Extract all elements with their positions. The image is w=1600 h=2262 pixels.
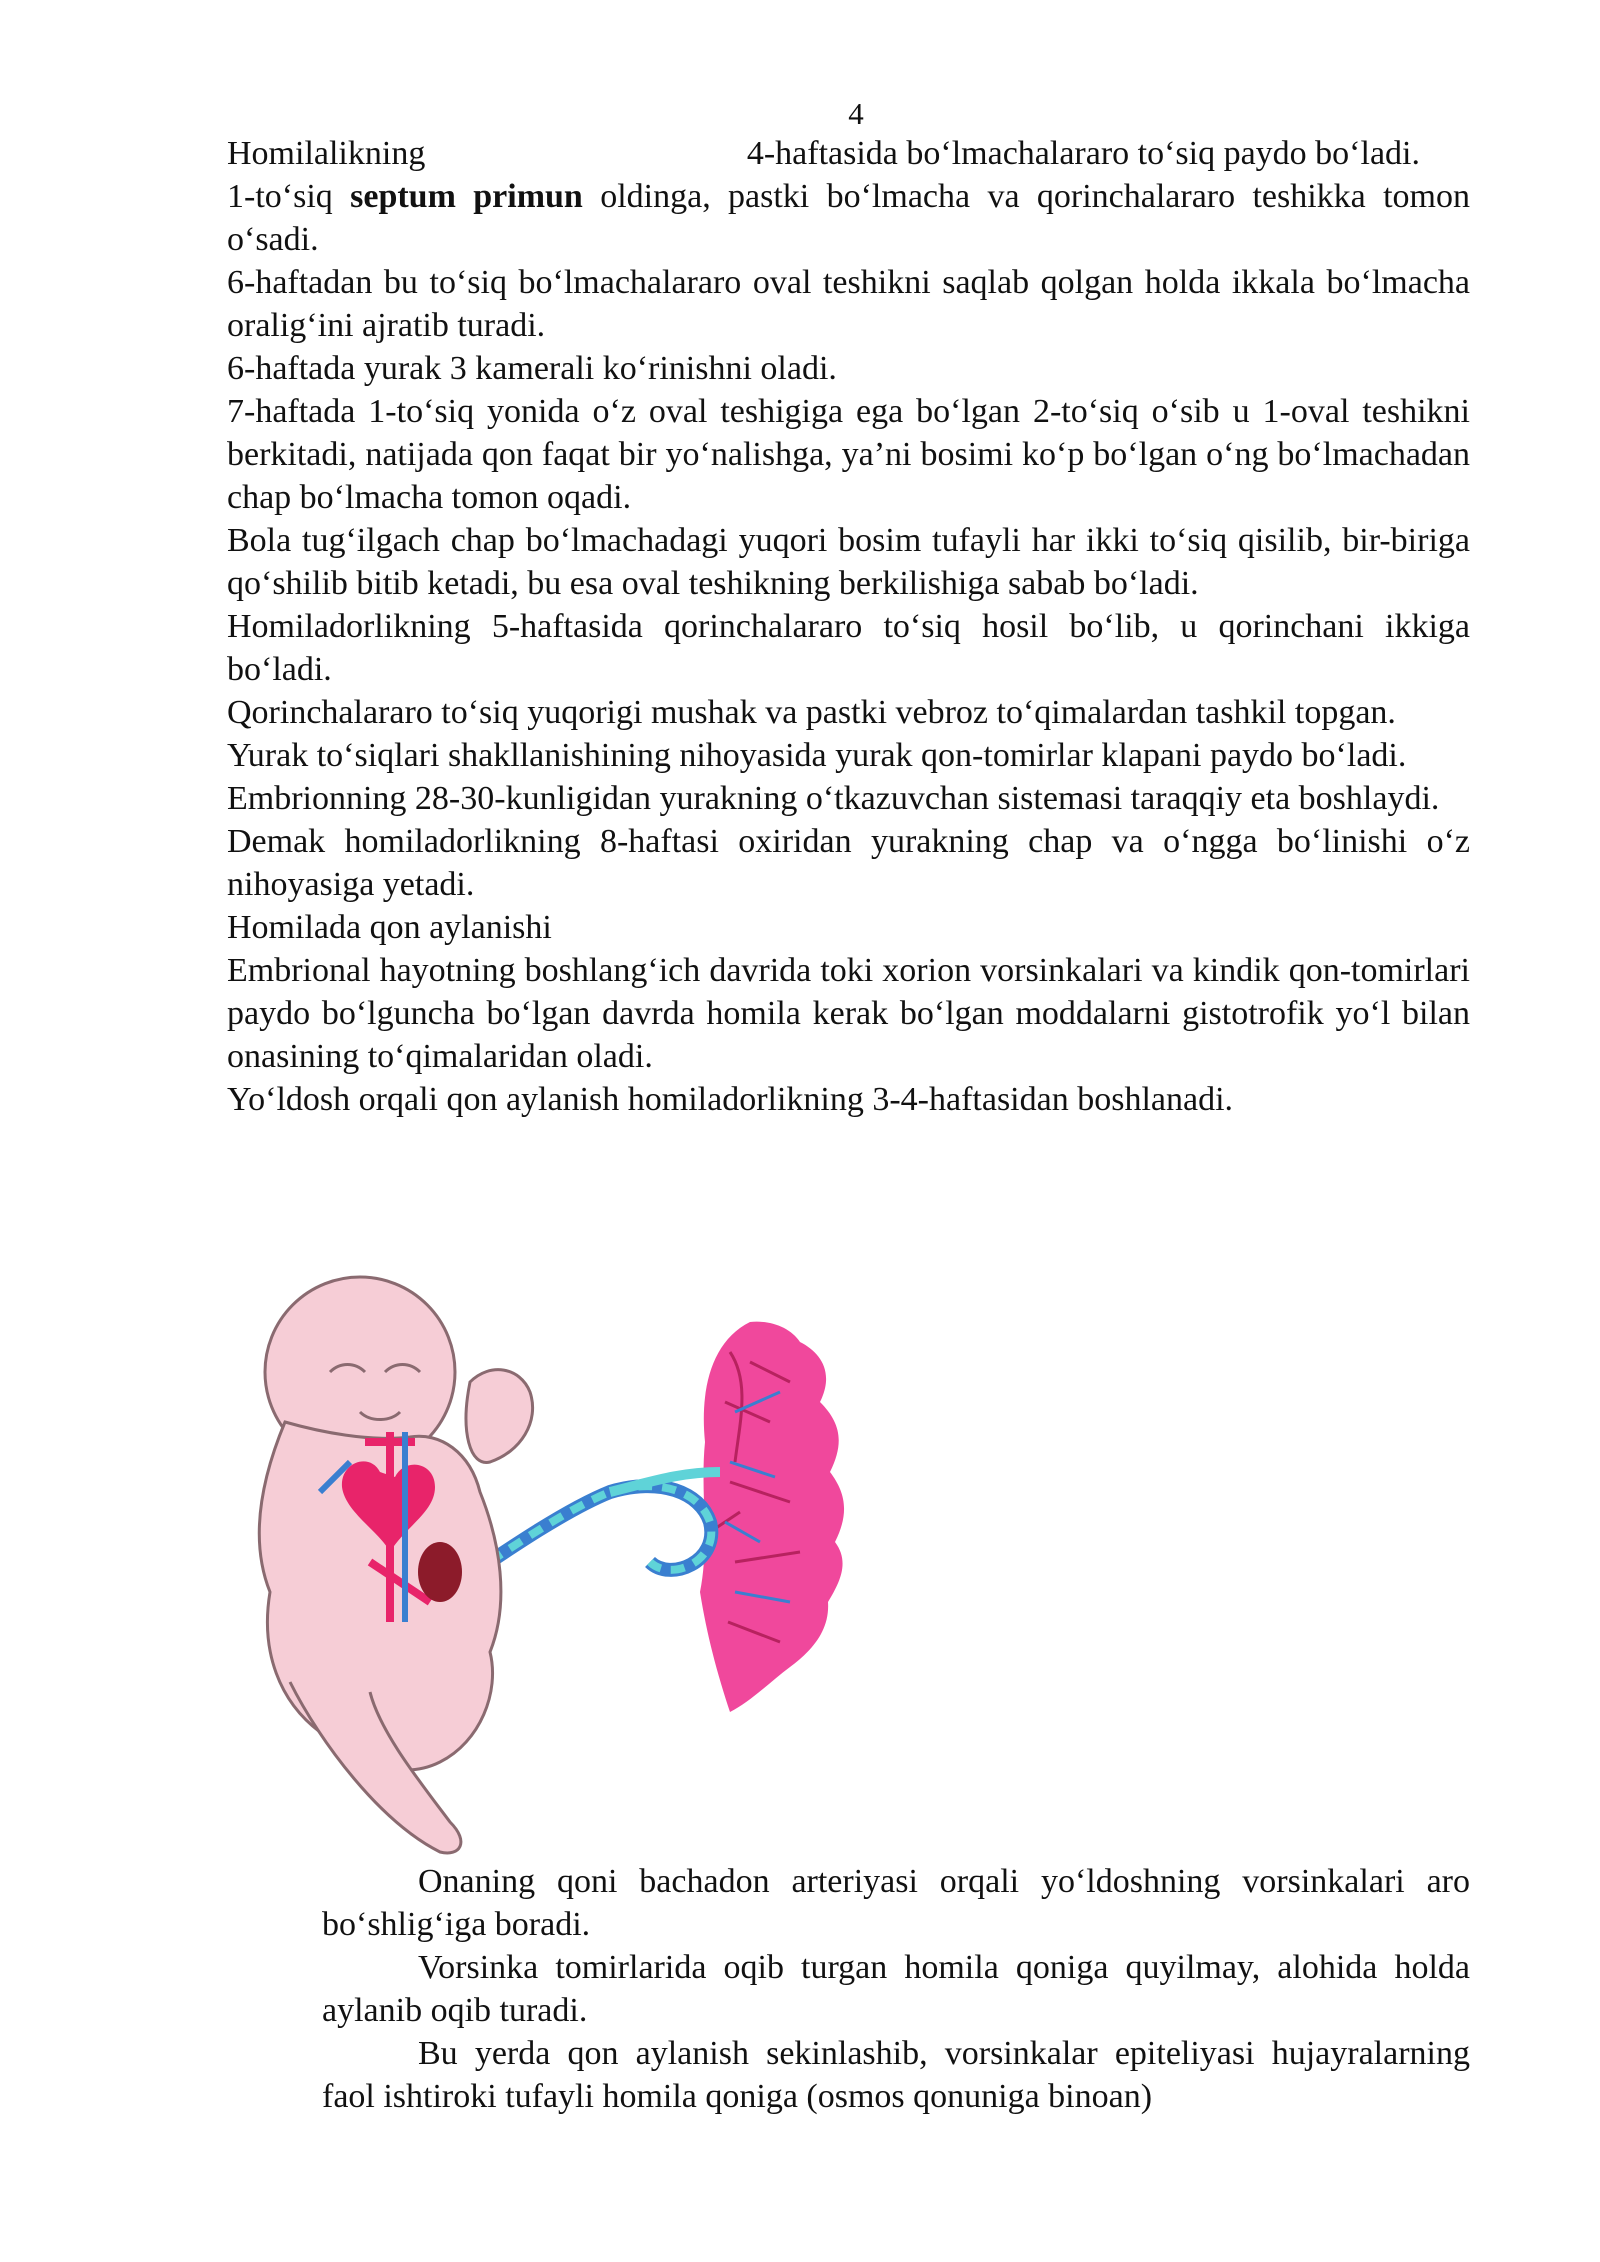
paragraph-1-start: Homilalikning [227,135,426,172]
paragraph-6: Bola tug‘ilgach chap bo‘lmachadagi yuqori bosim tufayli har ikki to‘siq qisilib, bir-biriga qo‘shilib bitib ketadi, bu esa oval teshikning berkilishiga sabab bo‘ladi. [227,522,1470,602]
paragraph-13: Embrional hayotning boshlang‘ich davrida toki xorion vorsinkalari va kindik qon-tomirlari paydo bo‘lguncha bo‘lgan davrda homila kerak bo‘lgan moddalarni gistotrofik yo‘l bilan onasining to‘qimalaridan oladi. [227,952,1470,1075]
page-number: 4 [848,96,864,131]
section-heading: Homilada qon aylanishi [227,909,552,946]
paragraph-1 [227,132,1420,175]
paragraph-2 [227,175,1470,261]
lower-paragraph-1: Onaning qoni bachadon arteriyasi orqali yo‘ldoshning vorsinkalari aro bo‘shlig‘iga boradi. [322,1863,1470,1943]
lower-paragraph-3: Bu yerda qon aylanish sekinlashib, vorsinkalar epiteliyasi hujayralarning faol ishtiroki tufayli homila qoniga (osmos qonuniga binoan) [322,2035,1470,2115]
paragraph-8: Qorinchalararo to‘siq yuqorigi mushak va pastki vebroz to‘qimalardan tashkil topgan. [227,694,1396,731]
paragraph-7: Homiladorlikning 5-haftasida qorinchalararo to‘siq hosil bo‘lib, u qorinchani ikkiga bo‘ladi. [227,608,1470,688]
main-text [227,132,1470,1121]
fetal-circulation-illustration [230,1262,890,1882]
paragraph-9: Yurak to‘siqlari shakllanishining nihoyasida yurak qon-tomirlar klapani paydo bo‘ladi. [227,737,1407,774]
paragraph-2-pre: 1-to‘siq [227,178,351,215]
placenta-illustration [700,1322,844,1712]
paragraph-3: 6-haftadan bu to‘siq bo‘lmachalararo oval teshikni saqlab qolgan holda ikkala bo‘lmacha oralig‘ini ajratib turadi. [227,264,1470,344]
fetus-illustration [259,1277,532,1853]
paragraph-5: 7-haftada 1-to‘siq yonida o‘z oval teshigiga ega bo‘lgan 2-to‘siq o‘sib u 1-oval teshikni berkitadi, natijada qon faqat bir yo‘nalishga, ya’ni bosimi ko‘p bo‘lgan o‘ng bo‘lmachadan chap bo‘lmacha tomon oqadi. [227,393,1470,516]
lower-paragraph-2: Vorsinka tomirlarida oqib turgan homila qoniga quyilmay, alohida holda aylanib oqib turadi. [322,1949,1470,2029]
term-septum-primun: septum primun [350,178,583,215]
lower-text [322,1860,1470,2118]
paragraph-10: Embrionning 28-30-kunligidan yurakning o‘tkazuvchan sistemasi taraqqiy eta boshlaydi. [227,780,1440,817]
paragraph-4: 6-haftada yurak 3 kamerali ko‘rinishni oladi. [227,350,837,387]
paragraph-2-post: oldinga, pastki bo‘lmacha va qorinchalararo teshikka tomon o‘sadi. [227,178,1470,258]
paragraph-14: Yo‘ldosh orqali qon aylanish homiladorlikning 3-4-haftasidan boshlanadi. [227,1081,1234,1118]
paragraph-11: Demak homiladorlikning 8-haftasi oxiridan yurakning chap va o‘ngga bo‘linishi o‘z nihoyasiga yetadi. [227,823,1470,903]
paragraph-1-end: 4-haftasida bo‘lmachalararo to‘siq paydo bo‘ladi. [746,135,1420,172]
